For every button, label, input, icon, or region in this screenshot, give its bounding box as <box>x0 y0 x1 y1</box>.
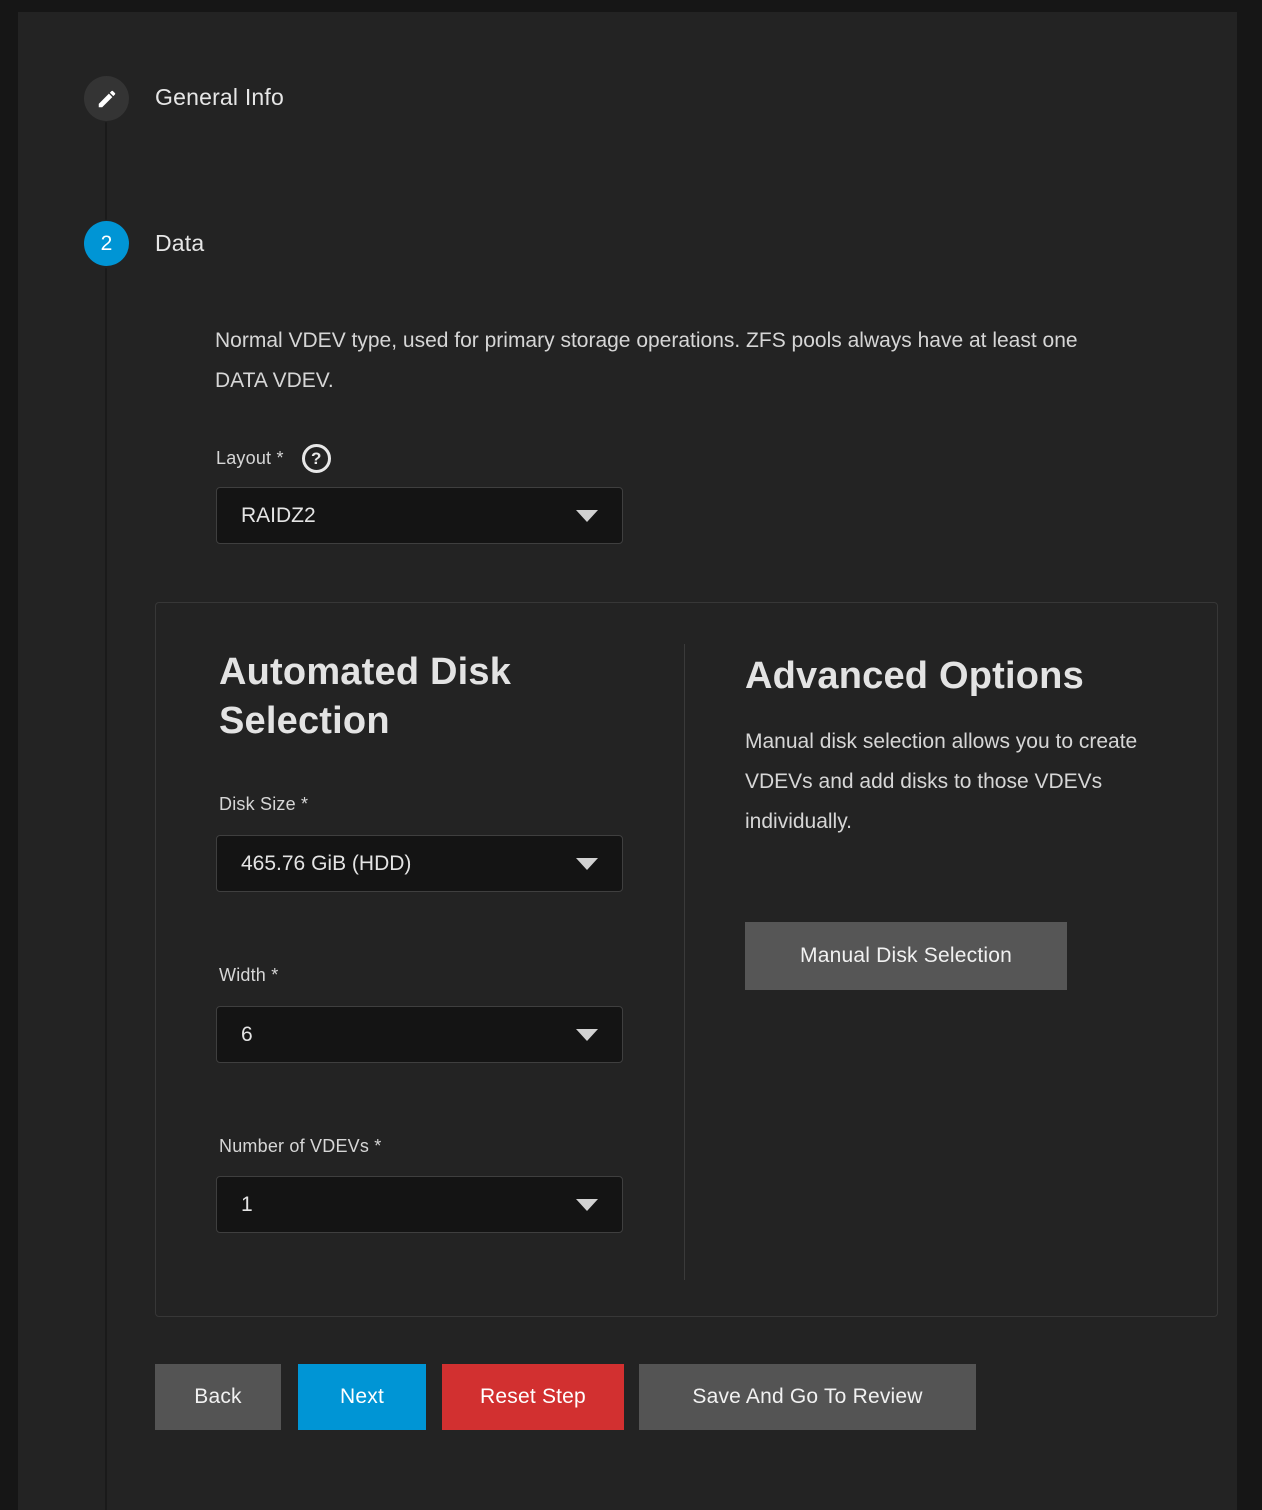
caret-down-icon <box>576 510 598 522</box>
card-column-divider <box>684 644 685 1280</box>
width-label: Width * <box>219 965 279 985</box>
layout-label: Layout * <box>216 448 284 468</box>
disk-size-select-value: 465.76 GiB (HDD) <box>241 851 412 875</box>
caret-down-icon <box>576 1199 598 1211</box>
disk-size-label: Disk Size * <box>219 794 309 814</box>
edit-icon <box>96 88 118 110</box>
help-icon[interactable]: ? <box>302 444 331 473</box>
caret-down-icon <box>576 858 598 870</box>
layout-select[interactable] <box>216 487 623 544</box>
number-of-vdevs-select-value: 1 <box>241 1192 253 1216</box>
layout-field-header <box>216 444 331 473</box>
reset-step-button[interactable]: Reset Step <box>442 1364 624 1430</box>
advanced-options-description: Manual disk selection allows you to create VDEVs and add disks to those VDEVs individually. <box>745 730 1138 833</box>
width-select[interactable] <box>216 1006 623 1063</box>
save-and-go-to-review-button[interactable]: Save And Go To Review <box>639 1364 976 1430</box>
advanced-options-title: Advanced Options <box>745 655 1084 697</box>
stepper-connector <box>105 268 107 1510</box>
step-number: 2 <box>100 231 113 255</box>
width-select-value: 6 <box>241 1022 253 1046</box>
back-button[interactable]: Back <box>155 1364 281 1430</box>
next-button[interactable]: Next <box>298 1364 426 1430</box>
step-general-info-label[interactable]: General Info <box>155 84 284 110</box>
step-general-info-indicator[interactable] <box>84 76 129 121</box>
stepper-connector <box>105 122 107 220</box>
step-data-label[interactable]: Data <box>155 230 205 256</box>
data-vdev-description: Normal VDEV type, used for primary storage operations. ZFS pools always have at least one DATA VDEV. <box>215 329 1078 392</box>
step-data-indicator[interactable] <box>84 221 129 266</box>
layout-select-value: RAIDZ2 <box>241 503 316 527</box>
automated-disk-selection-title: Automated Disk Selection <box>219 651 512 742</box>
caret-down-icon <box>576 1029 598 1041</box>
disk-size-select[interactable] <box>216 835 623 892</box>
manual-disk-selection-button[interactable]: Manual Disk Selection <box>745 922 1067 990</box>
number-of-vdevs-label: Number of VDEVs * <box>219 1136 382 1156</box>
wizard-panel <box>18 12 1237 1510</box>
number-of-vdevs-select[interactable] <box>216 1176 623 1233</box>
